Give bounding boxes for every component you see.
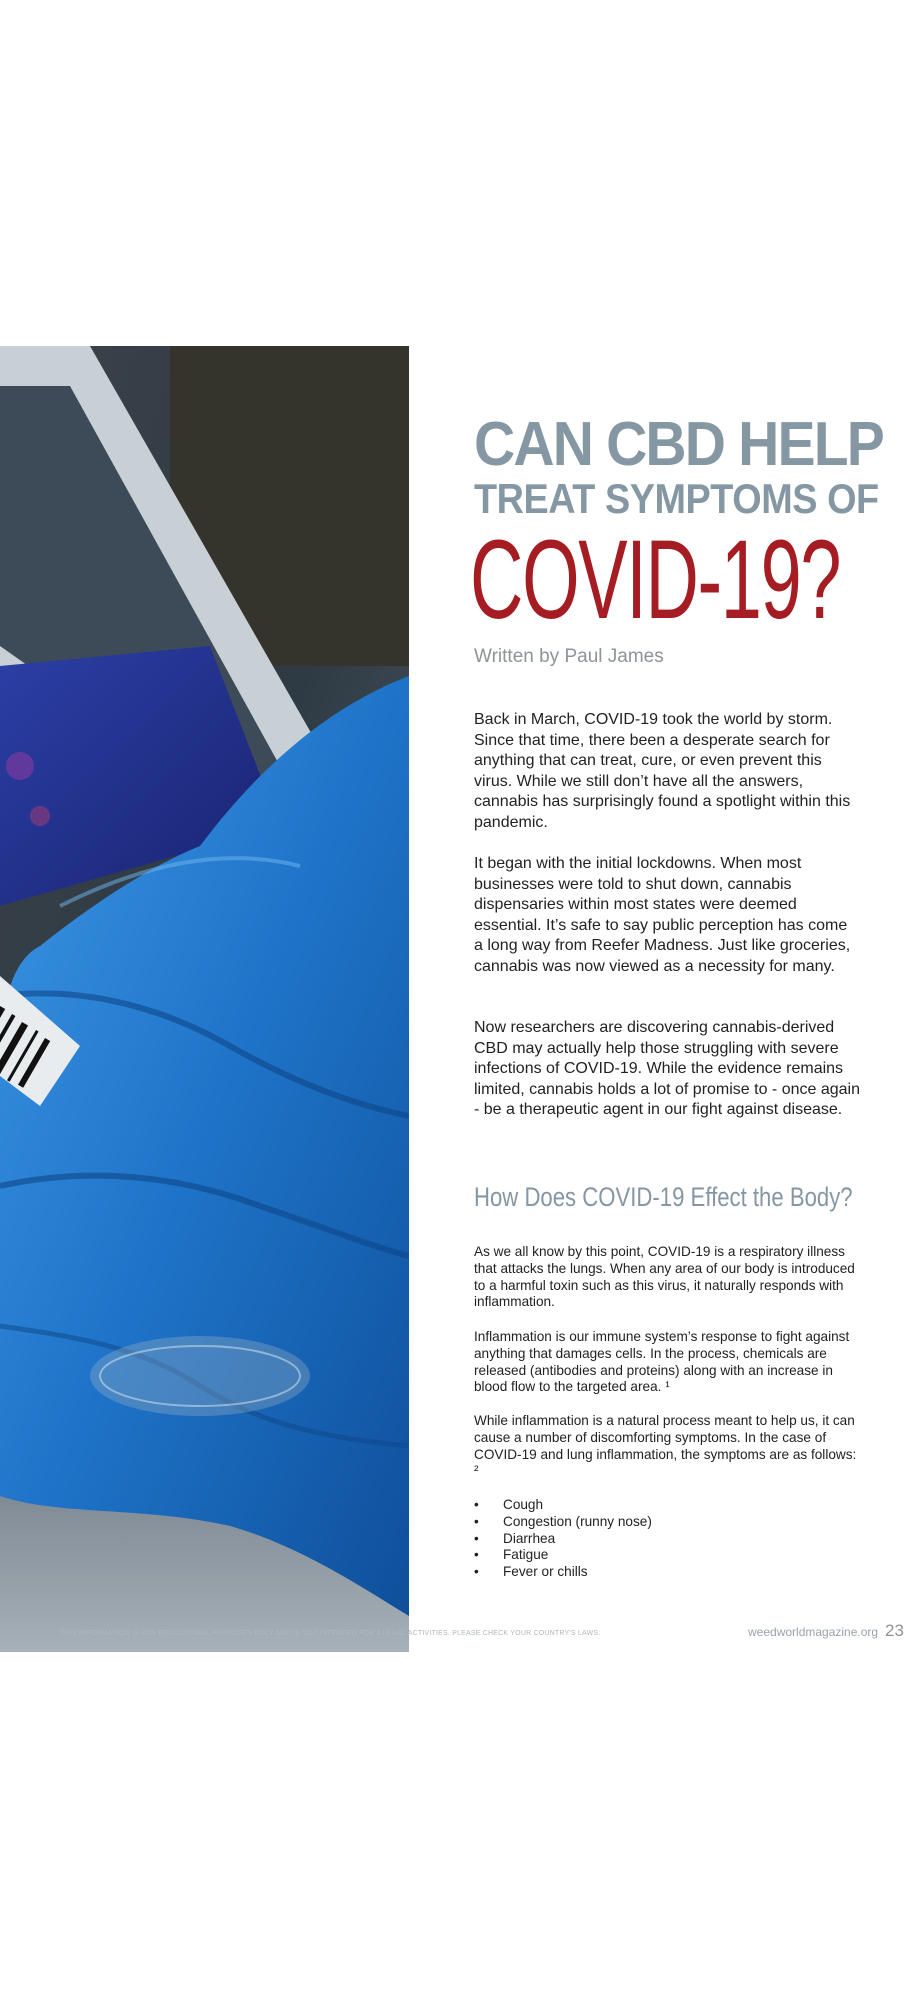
bullet-icon: • xyxy=(474,1513,479,1529)
list-item xyxy=(474,1564,854,1581)
list-item xyxy=(474,1547,854,1564)
site-url: weedworldmagazine.org xyxy=(748,1625,879,1639)
symptom-label: Fatigue xyxy=(503,1547,549,1563)
intro-paragraph-3: Now researchers are discovering cannabis-derived CBD may actually help those struggling with severe infections of COVID-19. While the evidence remains limited, cannabis holds a lot of promise to - once again - be a therapeutic agent in our fight against disease. xyxy=(474,1019,860,1118)
section-subheading: How Does COVID-19 Effect the Body? xyxy=(474,1182,853,1212)
lab-photo xyxy=(0,346,409,1652)
section-paragraph-3: While inflammation is a natural process meant to help us, it can cause a number of discomforting symptoms. In the case of COVID-19 and lung inflammation, the symptoms are as follows: ² xyxy=(474,1413,857,1479)
symptom-label: Diarrhea xyxy=(503,1530,556,1546)
section-paragraph-1: As we all know by this point, COVID-19 is a respiratory illness that attacks the lungs. When any area of our body is introduced to a harmful toxin such as this virus, it naturally responds with inflammation. xyxy=(474,1244,855,1310)
symptom-label: Congestion (runny nose) xyxy=(503,1513,652,1529)
bullet-icon: • xyxy=(474,1547,479,1563)
bullet-icon: • xyxy=(474,1564,479,1580)
article-title-line-1: CAN CBD HELP xyxy=(474,410,883,479)
page-number: 23 xyxy=(885,1621,904,1640)
page-bottom-margin xyxy=(0,1652,924,2000)
list-item xyxy=(474,1514,854,1531)
page-top-margin xyxy=(0,0,924,346)
list-item xyxy=(474,1497,854,1514)
symptoms-list xyxy=(474,1497,854,1581)
bullet-icon: • xyxy=(474,1530,479,1546)
bullet-icon: • xyxy=(474,1497,479,1512)
intro-paragraph-2: It began with the initial lockdowns. When most businesses were told to shut down, cannabis dispensaries within most states were deemed essential. It’s safe to say public perception has come a long way from Reefer Madness. Just like groceries, cannabis was now viewed as a necessity for many. xyxy=(474,855,851,975)
byline: Written by Paul James xyxy=(474,646,664,667)
legal-disclaimer: THIS INFORMATION IS FOR EDUCATIONAL PURPOSES ONLY AND IS NOT INTENDED FOR ILLEGAL ACTIVITIES. PLEASE CHECK YOUR COUNTRY'S LAWS. xyxy=(60,1630,601,1637)
article-title-line-3: COVID-19? xyxy=(470,517,841,642)
gloved-hand-holding-test-tube-photo xyxy=(0,346,409,1652)
section-paragraph-2: Inflammation is our immune system’s response to fight against anything that damages cells. In the process, chemicals are released (antibodies and proteins) along with an increase in blood flow to the targeted area. ¹ xyxy=(474,1329,850,1395)
article-title-line-2: TREAT SYMPTOMS OF xyxy=(474,475,879,522)
symptom-label: Cough xyxy=(503,1497,544,1512)
symptom-label: Fever or chills xyxy=(503,1564,588,1580)
intro-paragraph-1: Back in March, COVID-19 took the world by storm. Since that time, there been a desperate search for anything that can treat, cure, or even prevent this virus. While we still don’t have all the answers, cannabis has surprisingly found a spotlight within this pandemic. xyxy=(474,711,851,831)
list-item xyxy=(474,1531,854,1548)
